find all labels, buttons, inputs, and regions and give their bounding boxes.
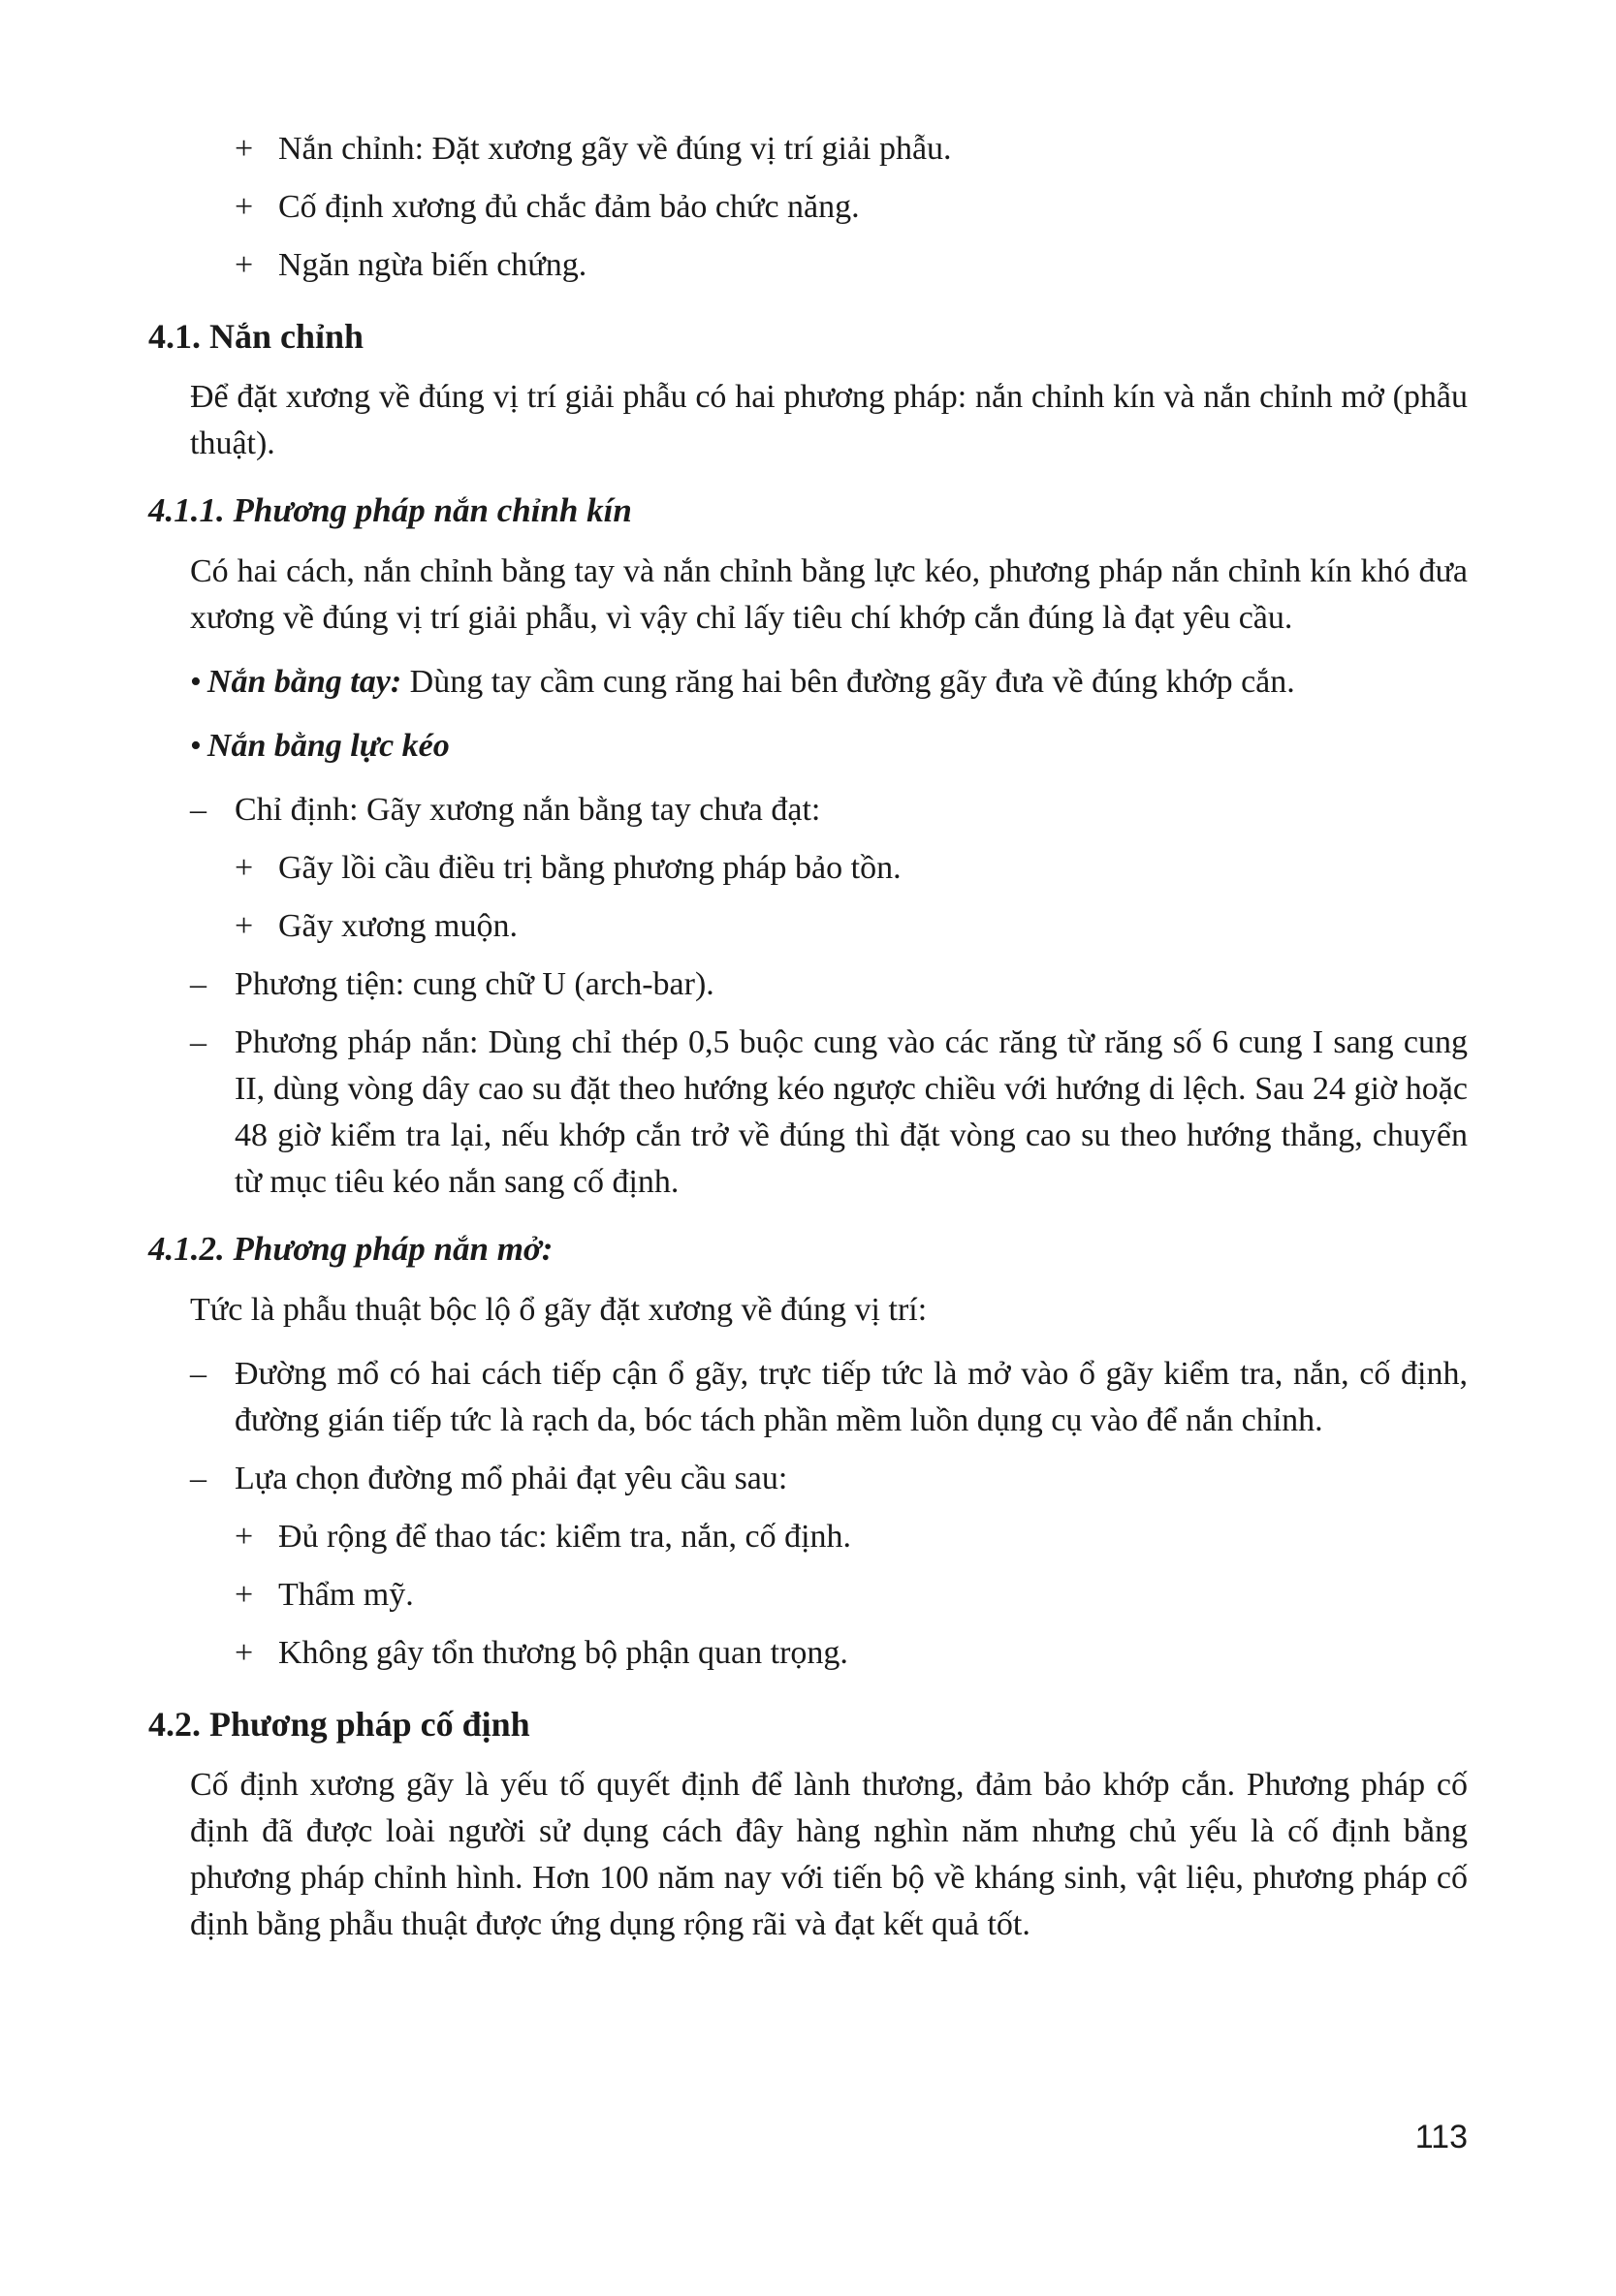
- dash-mark: –: [190, 792, 206, 828]
- paragraph: Có hai cách, nắn chỉnh bằng tay và nắn chỉnh bằng lực kéo, phương pháp nắn chỉnh kín khó đưa xương về đúng vị trí giải phẫu, vì vậy chỉ lấy tiêu chí khớp cắn đúng là đạt yêu cầu.: [190, 553, 1468, 636]
- section-heading-4-1-1: 4.1.1. Phương pháp nắn chỉnh kín: [148, 491, 632, 529]
- bullet-mark: •: [190, 664, 202, 700]
- dash-mark: –: [190, 1024, 206, 1060]
- plus-mark: +: [235, 247, 254, 283]
- page-number: 113: [1414, 2119, 1468, 2155]
- dash-mark: –: [190, 1356, 206, 1392]
- list-item: + Gãy xương muộn.: [190, 903, 1468, 950]
- plus-mark: +: [235, 131, 254, 167]
- bullet-item: • Nắn bằng tay: Dùng tay cầm cung răng hai bên đường gãy đưa về đúng khớp cắn.: [190, 664, 1295, 700]
- list-item: + Thẩm mỹ.: [190, 1572, 1468, 1619]
- list-item: + Không gây tổn thương bộ phận quan trọng.: [190, 1630, 1468, 1677]
- plus-mark: +: [235, 1577, 254, 1613]
- dash-mark: –: [190, 1461, 206, 1496]
- dash-mark: –: [190, 966, 206, 1002]
- dash-item: – Đường mổ có hai cách tiếp cận ổ gãy, trực tiếp tức là mở vào ổ gãy kiểm tra, nắn, cố định, đường gián tiếp tức là rạch da, bóc tách phần mềm luồn dụng cụ vào để nắn chỉnh.: [190, 1351, 1468, 1444]
- list-item: + Nắn chỉnh: Đặt xương gãy về đúng vị trí giải phẫu.: [190, 126, 1468, 173]
- list-item: + Đủ rộng để thao tác: kiểm tra, nắn, cố định.: [190, 1514, 1468, 1560]
- dash-item: – Phương pháp nắn: Dùng chỉ thép 0,5 buộc cung vào các răng từ răng số 6 cung I sang cung II, dùng vòng dây cao su đặt theo hướng kéo ngược chiều với hướng di lệch. Sau 24 giờ hoặc 48 giờ kiểm tra lại, nếu khớp cắn trở về đúng thì đặt vòng cao su theo hướng thẳng, chuyển từ mục tiêu kéo nắn sang cố định.: [190, 1020, 1468, 1206]
- dash-item: – Chỉ định: Gãy xương nắn bằng tay chưa đạt:: [190, 787, 1468, 833]
- dash-item: – Phương tiện: cung chữ U (arch-bar).: [190, 961, 1468, 1008]
- section-heading-4-2: 4.2. Phương pháp cố định: [148, 1705, 530, 1744]
- plus-mark: +: [235, 1519, 254, 1555]
- bullet-item: • Nắn bằng lực kéo: [190, 728, 450, 764]
- paragraph: Tức là phẫu thuật bộc lộ ổ gãy đặt xương về đúng vị trí:: [190, 1292, 928, 1328]
- plus-mark: +: [235, 908, 254, 944]
- list-item: + Cố định xương đủ chắc đảm bảo chức năng.: [190, 184, 1468, 231]
- paragraph: Để đặt xương về đúng vị trí giải phẫu có hai phương pháp: nắn chỉnh kín và nắn chỉnh mở (phẫu thuật).: [190, 379, 1468, 461]
- section-heading-4-1-2: 4.1.2. Phương pháp nắn mở:: [148, 1230, 554, 1268]
- page-content: [148, 126, 1468, 1966]
- bullet-mark: •: [190, 728, 202, 764]
- list-item: + Gãy lồi cầu điều trị bằng phương pháp bảo tồn.: [190, 845, 1468, 892]
- plus-mark: +: [235, 1635, 254, 1671]
- paragraph: Cố định xương gãy là yếu tố quyết định để lành thương, đảm bảo khớp cắn. Phương pháp cố định đã được loài người sử dụng cách đây hàng nghìn năm nhưng chủ yếu là cố định bằng phương pháp chỉnh hình. Hơn 100 năm nay với tiến bộ về kháng sinh, vật liệu, phương pháp cố định bằng phẫu thuật được ứng dụng rộng rãi và đạt kết quả tốt.: [190, 1767, 1468, 1942]
- plus-mark: +: [235, 850, 254, 886]
- section-heading-4-1: 4.1. Nắn chỉnh: [148, 317, 364, 356]
- dash-item: – Lựa chọn đường mổ phải đạt yêu cầu sau:: [190, 1456, 1468, 1502]
- plus-mark: +: [235, 189, 254, 225]
- list-item: + Ngăn ngừa biến chứng.: [190, 242, 1468, 289]
